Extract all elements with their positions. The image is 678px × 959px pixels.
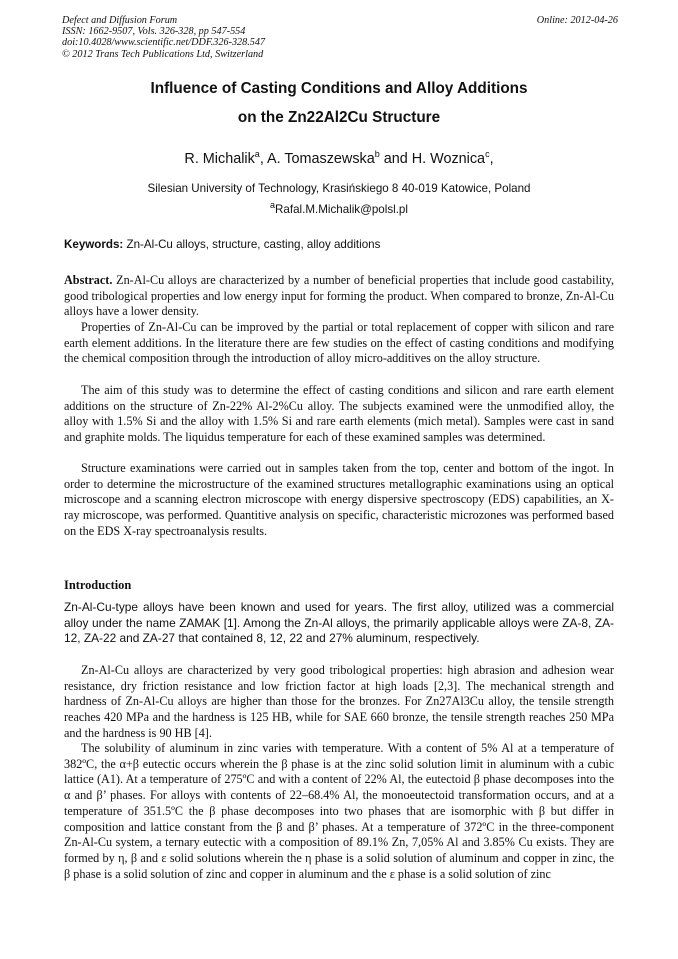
email-address[interactable]: Rafal.M.Michalik@polsl.pl [275, 203, 408, 216]
copyright-line: © 2012 Trans Tech Publications Ltd, Switzerland [62, 48, 264, 60]
keywords-label: Keywords: [64, 238, 124, 251]
abstract-paragraph-3: The aim of this study was to determine the effect of casting conditions and silicon and rare earth element additions on the structure of Zn-22% Al-2%Cu alloy. The subjects examined were the unmodified alloy, the alloy with 1.5% Si and the alloy with 1.5% Si and rare earth elements (mich metal). Samples were cast in sand and graphite molds. The liquidus temperature for each of these examined samples was determined. [64, 383, 614, 445]
keywords [64, 238, 380, 251]
intro-paragraph-3: The solubility of aluminum in zinc varies with temperature. With a content of 5% Al at a temperature of 382ºC, the α+β eutectic occurs wherein the β phase is at the zinc solid solution limit in aluminum with a cubic lattice (A1). At a temperature of 275ºC and with a content of 22% Al, the eutectoid β phase decomposes into the α and β’ phases. For alloys with contents of 22–68.4% Al, the monoeutectoid transformation occurs, and at a temperature of 351.5ºC the β phase decomposes into two phases that are isomorphic with β but differ in composition and lattice constant from the β and β’ phases. At a temperature of 372ºC in the three-component Zn-Al-Cu system, a ternary eutectic with a composition of 89.1% Zn, 7,05% Al and 3.85% Cu exists. They are formed by η, β and ε solid solutions wherein the η phase is a solid solution of aluminum and copper in zinc, the β phase is a solid solution of zinc and copper in aluminum and the ε phase is a solid solution of zinc [64, 741, 614, 881]
paper-title-line-1: Influence of Casting Conditions and Alloy Additions [150, 80, 528, 97]
author-1-affil-mark: a [254, 149, 260, 160]
author-1: R. Michalik [184, 151, 255, 167]
intro-paragraph-2: Zn-Al-Cu alloys are characterized by very good tribological properties: high abrasion and adhesion wear resistance, dry friction resistance and low friction factor at high loads [2,3]. The mechanical strength and hardness of Zn-Al-Cu alloys are higher than those for the bronzes. For Zn27Al3Cu alloy, the tensile strength reaches 420 MPa and the hardness is 125 HB, while for SAE 660 bronze, the tensile strength reaches 250 MPa and the hardness is 90 HB [4]. [64, 663, 614, 740]
intro-paragraph-1: Zn-Al-Cu-type alloys have been known and used for years. The first alloy, utilized was a commercial alloy under the name ZAMAK [1]. Among the Zn-Al alloys, the primarily applicable alloys were ZA-8, ZA-12, ZA-22 and ZA-27 that contained 8, 12, 22 and 27% aluminum, respectively. [64, 600, 614, 646]
abstract-paragraph-2: Properties of Zn-Al-Cu can be improved by the partial or total replacement of copper with silicon and rare earth element additions. In the literature there are few studies on the effect of casting conditions and modifying the chemical composition through the introduction of alloy micro-additives on the alloy structure. [64, 320, 614, 366]
abstract-paragraph-1 [64, 273, 614, 320]
abstract-text: Zn-Al-Cu alloys are characterized by a number of beneficial properties that include good castability, good tribological properties and low energy input for forming the product. When compared to bronze, Zn-Al-Cu alloys have a lower density. [64, 273, 614, 319]
journal-header [62, 15, 618, 60]
abstract-label: Abstract. [64, 273, 113, 287]
doi-line: doi:10.4028/www.scientific.net/DDF.326-328.547 [62, 37, 266, 49]
journal-name: Defect and Diffusion Forum [62, 15, 178, 26]
issn-line: ISSN: 1662-9507, Vols. 326-328, pp 547-554 [62, 26, 246, 38]
author-3-affil-mark: c [485, 149, 490, 160]
abstract-paragraph-4: Structure examinations were carried out in samples taken from the top, center and bottom of the ingot. In order to determine the microstructure of the examined structures metallographic examinations using an optical microscope and a scanning electron microscope with energy dispersive spectroscopy (EDS) capabilities, an X-ray microscope, was performed. Quantitive analysis on specific, characteristic microzones was performed based on the EDS X-ray spectroanalysis results. [64, 461, 614, 538]
author-list [0, 151, 678, 167]
keywords-text: Zn-Al-Cu alloys, structure, casting, alloy additions [123, 238, 381, 251]
email-affil-mark: a [270, 200, 276, 211]
author-list-end: , [489, 151, 494, 167]
introduction-heading: Introduction [64, 578, 132, 592]
author-separator: , A. Tomaszewska [259, 151, 375, 167]
online-date: Online: 2012-04-26 [536, 15, 618, 26]
affiliation: Silesian University of Technology, Krasińskiego 8 40-019 Katowice, Poland [147, 182, 531, 195]
author-2-affil-mark: b [374, 149, 380, 160]
paper-title-line-2: on the Zn22Al2Cu Structure [237, 109, 441, 126]
author-separator: and H. Woznica [379, 151, 486, 167]
email-line [0, 200, 678, 216]
